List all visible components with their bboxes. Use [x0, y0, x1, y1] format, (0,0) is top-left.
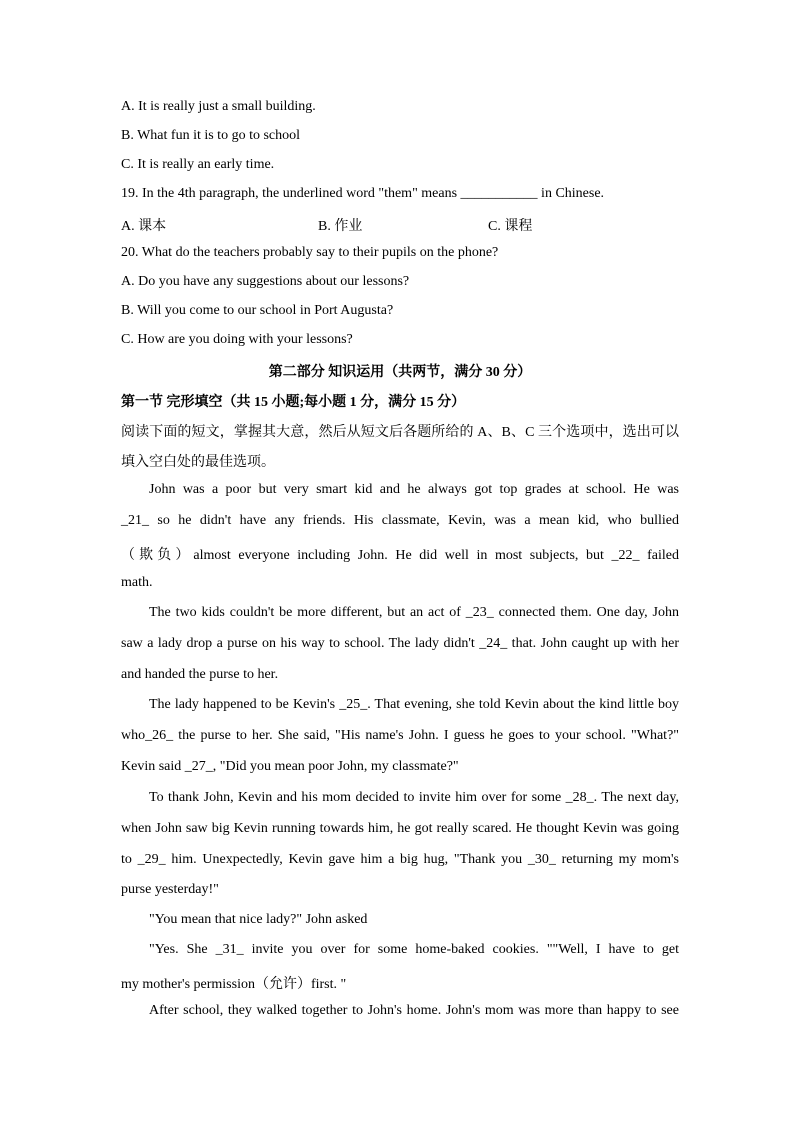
passage-line: John was a poor but very smart kid and he always got top grades at school. He was: [149, 482, 679, 497]
passage-line: After school, they walked together to John's home. John's mom was more than happy to see: [149, 1003, 679, 1018]
q20-stem: 20. What do the teachers probably say to their pupils on the phone?: [121, 245, 499, 260]
passage-line: "You mean that nice lady?" John asked: [149, 912, 368, 927]
q20-option-b: B. Will you come to our school in Port Augusta?: [121, 303, 394, 318]
passage-line: purse yesterday!": [121, 882, 219, 897]
passage-line: who_26_ the purse to her. She said, "His name's John. I guess he goes to your school. "What?": [121, 728, 679, 743]
passage-line: my mother's permission（允许）first. ": [121, 977, 347, 992]
q18-option-b: B. What fun it is to go to school: [121, 128, 301, 143]
passage-line: saw a lady drop a purse on his way to school. The lady didn't _24_ that. John caught up with her: [121, 636, 679, 651]
q18-option-a: A. It is really just a small building.: [121, 99, 316, 114]
q19-option-b: B. 作业: [318, 219, 363, 234]
passage-line: and handed the purse to her.: [121, 667, 279, 682]
passage-line: to _29_ him. Unexpectedly, Kevin gave him a big hug, "Thank you _30_ returning my mom's: [121, 852, 679, 867]
passage-line: math.: [121, 575, 153, 590]
passage-line: _21_ so he didn't have any friends. His classmate, Kevin, was a mean kid, who bullied: [121, 513, 679, 528]
q18-option-c: C. It is really an early time.: [121, 157, 275, 172]
instructions-line-1: 阅读下面的短文，掌握其大意，然后从短文后各题所给的 A、B、C 三个选项中，选出可以: [121, 425, 679, 440]
passage-line: "Yes. She _31_ invite you over for some home-baked cookies. ""Well, I have to get: [149, 942, 679, 957]
part2-title: 第二部分 知识运用（共两节，满分 30 分）: [268, 365, 532, 380]
passage-line: （欺负）almost everyone including John. He did well in most subjects, but _22_ failed: [121, 548, 679, 563]
q19-option-a: A. 课本: [121, 219, 167, 234]
passage-line: when John saw big Kevin running towards him, he got really scared. He thought Kevin was going: [121, 821, 679, 836]
passage-line: Kevin said _27_, "Did you mean poor John, my classmate?": [121, 759, 459, 774]
q19-option-c: C. 课程: [488, 219, 533, 234]
section1-title: 第一节 完形填空（共 15 小题;每小题 1 分，满分 15 分）: [121, 395, 466, 410]
instructions-line-2: 填入空白处的最佳选项。: [121, 455, 275, 470]
q19-stem: 19. In the 4th paragraph, the underlined word "them" means ___________ in Chinese.: [121, 186, 605, 201]
passage-line: The lady happened to be Kevin's _25_. That evening, she told Kevin about the kind little boy: [149, 697, 679, 712]
q20-option-a: A. Do you have any suggestions about our lessons?: [121, 274, 410, 289]
passage-line: To thank John, Kevin and his mom decided to invite him over for some _28_. The next day,: [149, 790, 679, 805]
passage-line: The two kids couldn't be more different, but an act of _23_ connected them. One day, John: [149, 605, 679, 620]
q20-option-c: C. How are you doing with your lessons?: [121, 332, 353, 347]
